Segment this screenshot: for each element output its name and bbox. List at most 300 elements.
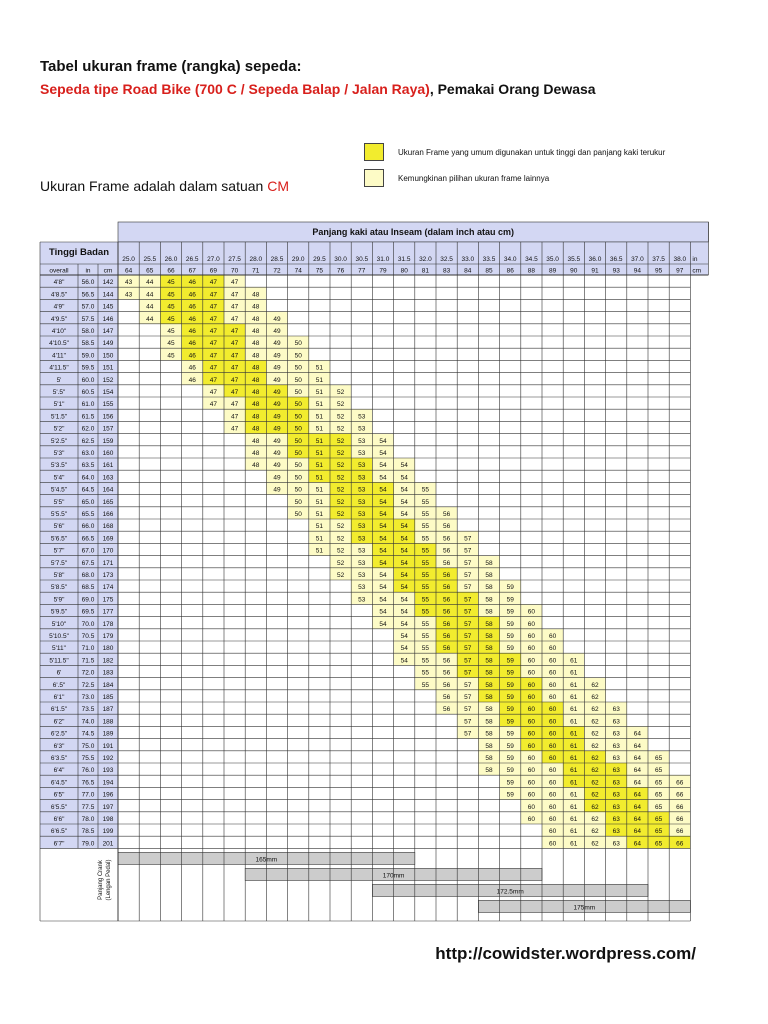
- inseam-in-28.5: 28.5: [270, 256, 284, 263]
- inseam-in-28.0: 28.0: [249, 256, 263, 263]
- row-height-in: 76.5: [81, 779, 95, 787]
- row-height-cm: 160: [102, 450, 114, 457]
- inseam-cm-67: 67: [188, 267, 196, 275]
- frame-size-value: 47: [230, 376, 239, 384]
- frame-size-value: 47: [230, 328, 239, 335]
- frame-size-value: 61: [570, 779, 578, 787]
- row-height-overall: 5'10.5": [49, 633, 69, 640]
- frame-size-value: 54: [379, 511, 387, 518]
- frame-size-value: 48: [252, 364, 260, 372]
- frame-size-value: 55: [421, 608, 430, 616]
- frame-size-value: 44: [146, 291, 154, 299]
- frame-size-value: 57: [464, 608, 472, 616]
- frame-size-value: 51: [315, 437, 324, 445]
- frame-size-value: 61: [570, 681, 578, 689]
- inseam-cm-70: 70: [230, 267, 239, 275]
- inseam-in-37.0: 37.0: [631, 256, 644, 263]
- frame-size-value: 63: [612, 706, 620, 714]
- frame-size-value: 46: [188, 279, 196, 287]
- frame-size-value: 49: [273, 474, 281, 482]
- frame-size-value: 53: [358, 474, 366, 482]
- frame-size-value: 49: [273, 352, 281, 360]
- inseam-cm-76: 76: [336, 267, 345, 275]
- row-height-in: 66.5: [81, 535, 95, 543]
- frame-size-value: 53: [358, 596, 366, 604]
- frame-size-value: 52: [336, 413, 345, 421]
- row-height-in: 62.0: [81, 425, 95, 433]
- frame-size-value: 47: [230, 291, 239, 299]
- frame-size-value: 53: [358, 437, 366, 445]
- frame-size-value: 59: [506, 657, 514, 665]
- row-height-overall: 4'10.5": [49, 340, 69, 348]
- frame-size-value: 57: [464, 620, 472, 628]
- crank-label: Panjang Crank: [98, 860, 104, 900]
- frame-size-value: 54: [400, 620, 408, 628]
- frame-size-value: 61: [570, 694, 578, 701]
- frame-size-value: 62: [591, 681, 599, 689]
- row-height-in: 66.0: [81, 523, 95, 531]
- subheader-overall: overall: [49, 267, 69, 275]
- frame-size-value: 66: [676, 779, 684, 787]
- row-height-overall: 6'6": [53, 816, 65, 823]
- frame-size-value: 48: [252, 401, 260, 409]
- frame-size-value: 46: [188, 364, 196, 372]
- row-height-overall: 5'2.5": [50, 437, 68, 445]
- row-height-cm: 189: [102, 730, 114, 738]
- frame-size-value: 49: [273, 413, 281, 421]
- row-height-cm: 184: [102, 681, 114, 689]
- frame-size-value: 61: [570, 718, 578, 726]
- inseam-cm-64: 64: [124, 267, 133, 275]
- frame-size-value: 56: [442, 694, 451, 701]
- inseam-cm-89: 89: [548, 267, 557, 275]
- frame-size-value: 50: [294, 364, 302, 372]
- frame-size-value: 54: [379, 535, 387, 543]
- frame-size-value: 47: [209, 389, 218, 396]
- frame-size-value: 51: [315, 474, 324, 482]
- frame-size-value: 54: [379, 462, 387, 470]
- frame-size-value: 60: [527, 779, 536, 787]
- frame-size-value: 63: [612, 828, 620, 836]
- frame-size-value: 51: [315, 462, 324, 470]
- inseam-in-25.0: 25.0: [122, 256, 135, 263]
- subheader-cm: cm: [103, 267, 113, 275]
- row-height-cm: 147: [102, 328, 114, 335]
- frame-size-value: 44: [146, 279, 154, 287]
- frame-size-value: 52: [336, 559, 345, 567]
- frame-size-value: 58: [485, 718, 493, 726]
- frame-size-value: 56: [442, 633, 451, 640]
- frame-size-value: 60: [548, 730, 557, 738]
- frame-size-value: 48: [252, 328, 260, 335]
- frame-size-value: 48: [252, 291, 260, 299]
- frame-size-value: 54: [379, 547, 387, 555]
- frame-size-value: 54: [379, 450, 387, 457]
- row-height-cm: 150: [102, 352, 114, 360]
- frame-size-value: 51: [315, 389, 324, 396]
- frame-size-value: 49: [273, 315, 281, 323]
- row-height-cm: 145: [102, 303, 114, 311]
- frame-size-value: 58: [485, 730, 493, 738]
- frame-size-value: 54: [400, 523, 408, 531]
- inseam-in-26.0: 26.0: [164, 256, 178, 263]
- frame-size-value: 48: [252, 352, 260, 360]
- row-height-cm: 192: [102, 755, 114, 762]
- row-height-in: 79.0: [81, 840, 95, 848]
- frame-size-value: 47: [230, 364, 239, 372]
- frame-size-value: 55: [421, 681, 430, 689]
- row-height-cm: 182: [102, 657, 114, 665]
- frame-size-value: 50: [294, 425, 302, 433]
- frame-size-value: 46: [188, 328, 196, 335]
- frame-size-value: 50: [294, 401, 302, 409]
- frame-size-value: 54: [379, 498, 387, 506]
- frame-size-value: 52: [336, 511, 345, 518]
- row-height-overall: 5'1": [53, 401, 65, 409]
- frame-size-value: 55: [421, 633, 430, 640]
- frame-size-value: 49: [273, 425, 281, 433]
- frame-size-value: 49: [273, 376, 281, 384]
- frame-size-value: 52: [336, 572, 345, 579]
- frame-size-value: 66: [676, 828, 684, 836]
- inseam-in-35.0: 35.0: [546, 256, 559, 263]
- frame-size-value: 64: [633, 779, 642, 787]
- frame-size-value: 62: [591, 840, 599, 848]
- frame-size-value: 56: [442, 547, 451, 555]
- frame-size-value: 53: [358, 547, 366, 555]
- frame-size-value: 58: [485, 645, 493, 653]
- inseam-cm-95: 95: [654, 267, 663, 275]
- unit-note-unit: CM: [267, 178, 290, 194]
- frame-size-value: 52: [336, 547, 345, 555]
- frame-size-value: 63: [612, 803, 620, 811]
- frame-size-value: 60: [527, 816, 536, 823]
- frame-size-value: 64: [633, 840, 642, 848]
- frame-size-value: 61: [570, 803, 578, 811]
- inseam-in-30.5: 30.5: [355, 256, 369, 263]
- frame-size-value: 45: [167, 340, 175, 348]
- frame-size-value: 56: [442, 608, 451, 616]
- frame-size-value: 51: [315, 535, 324, 543]
- inseam-cm-83: 83: [442, 267, 451, 275]
- subtitle-bike-type: Sepeda tipe Road Bike (700 C / Sepeda Balap / Jalan Raya): [40, 81, 430, 97]
- frame-size-value: 60: [548, 828, 557, 836]
- row-height-cm: 146: [102, 315, 114, 323]
- row-height-overall: 4'11": [52, 352, 66, 360]
- frame-size-value: 62: [591, 755, 599, 762]
- row-height-in: 76.0: [81, 767, 95, 775]
- frame-size-value: 50: [294, 352, 302, 360]
- frame-size-value: 50: [294, 437, 302, 445]
- frame-size-value: 47: [230, 425, 239, 433]
- row-height-cm: 197: [102, 803, 114, 811]
- frame-size-value: 49: [273, 437, 281, 445]
- frame-size-value: 47: [209, 401, 218, 409]
- blog-url[interactable]: http://cowidster.wordpress.com/: [435, 944, 696, 963]
- row-height-in: 74.0: [81, 718, 95, 726]
- row-height-overall: 5'11.5": [49, 657, 69, 665]
- frame-size-value: 47: [209, 291, 218, 299]
- frame-size-value: 64: [633, 791, 642, 799]
- frame-size-value: 57: [464, 596, 472, 604]
- frame-size-value: 56: [442, 669, 451, 677]
- row-height-overall: 4'9": [53, 303, 65, 311]
- frame-size-value: 54: [400, 657, 408, 665]
- inseam-cm-97: 97: [676, 267, 684, 275]
- frame-size-value: 58: [485, 681, 493, 689]
- frame-size-value: 64: [633, 828, 642, 836]
- frame-size-value: 53: [358, 486, 366, 494]
- frame-size-value: 45: [167, 315, 175, 323]
- frame-size-value: 58: [485, 767, 493, 775]
- frame-size-value: 62: [591, 706, 599, 714]
- frame-size-value: 54: [400, 498, 408, 506]
- row-height-overall: 5'2": [53, 425, 65, 433]
- inseam-cm-85: 85: [485, 267, 493, 275]
- frame-size-value: 64: [633, 742, 642, 750]
- row-height-in: 78.5: [81, 828, 95, 836]
- row-height-overall: 4'9.5": [50, 315, 68, 323]
- frame-size-value: 54: [379, 559, 387, 567]
- row-height-cm: 194: [102, 779, 114, 787]
- row-height-cm: 173: [102, 572, 114, 579]
- frame-size-value: 52: [336, 401, 345, 409]
- frame-size-value: 60: [527, 669, 536, 677]
- frame-size-value: 46: [188, 376, 196, 384]
- row-height-in: 61.5: [81, 413, 95, 421]
- frame-size-value: 53: [358, 425, 366, 433]
- frame-size-value: 60: [548, 742, 557, 750]
- row-height-cm: 168: [102, 523, 114, 531]
- frame-size-value: 48: [252, 389, 260, 396]
- frame-size-value: 45: [167, 279, 175, 287]
- row-height-overall: 6'1": [53, 694, 65, 701]
- frame-size-value: 54: [379, 572, 387, 579]
- crank-label-sub: (Lengan Pedal): [106, 859, 112, 901]
- crank-bar-label: 172.5mm: [496, 888, 524, 896]
- row-height-overall: 5'3": [53, 450, 65, 457]
- frame-size-value: 57: [464, 584, 472, 592]
- frame-size-value: 59: [506, 706, 514, 714]
- frame-size-value: 47: [209, 328, 218, 335]
- frame-size-value: 58: [485, 572, 493, 579]
- frame-size-value: 63: [612, 755, 620, 762]
- frame-size-value: 47: [209, 376, 218, 384]
- frame-size-value: 52: [336, 474, 345, 482]
- frame-size-value: 65: [654, 816, 663, 823]
- frame-size-value: 54: [400, 474, 408, 482]
- inseam-in-32.5: 32.5: [440, 256, 453, 263]
- frame-size-value: 45: [167, 291, 175, 299]
- crank-bar-label: 170mm: [382, 872, 405, 880]
- row-height-in: 64.5: [81, 486, 95, 494]
- inseam-in-33.5: 33.5: [482, 256, 496, 263]
- frame-size-value: 61: [570, 840, 578, 848]
- row-height-cm: 151: [102, 364, 114, 372]
- frame-size-value: 56: [442, 572, 451, 579]
- legend-label-alternative: Kemungkinan pilihan ukuran frame lainnya: [398, 174, 550, 183]
- frame-size-value: 47: [230, 401, 239, 409]
- frame-size-value: 62: [591, 718, 599, 726]
- inseam-cm-81: 81: [421, 267, 430, 275]
- frame-size-value: 66: [676, 840, 684, 848]
- row-height-cm: 166: [102, 511, 114, 518]
- frame-size-value: 63: [612, 742, 620, 750]
- frame-size-value: 58: [485, 584, 493, 592]
- frame-size-value: 57: [464, 681, 472, 689]
- frame-size-value: 50: [294, 462, 302, 470]
- frame-size-value: 47: [209, 315, 218, 323]
- frame-size-value: 64: [633, 755, 642, 762]
- inseam-in-31.5: 31.5: [397, 256, 411, 263]
- frame-size-value: 53: [358, 584, 366, 592]
- frame-size-value: 65: [654, 779, 663, 787]
- frame-size-value: 59: [506, 767, 514, 775]
- row-height-in: 63.0: [81, 450, 95, 457]
- row-height-cm: 196: [102, 791, 114, 799]
- frame-size-value: 55: [421, 669, 430, 677]
- frame-size-value: 60: [527, 620, 536, 628]
- frame-size-value: 60: [548, 694, 557, 701]
- frame-size-value: 60: [548, 755, 557, 762]
- row-height-in: 68.0: [81, 572, 95, 579]
- frame-size-value: 53: [358, 462, 366, 470]
- frame-size-value: 51: [315, 413, 324, 421]
- page-title: Tabel ukuran frame (rangka) sepeda:: [40, 58, 302, 75]
- frame-size-value: 66: [676, 791, 684, 799]
- frame-size-value: 54: [379, 608, 387, 616]
- frame-size-value: 52: [336, 486, 345, 494]
- frame-size-value: 53: [358, 535, 366, 543]
- row-height-overall: 6'3.5": [50, 755, 68, 762]
- frame-size-value: 53: [358, 498, 366, 506]
- frame-size-value: 59: [506, 742, 514, 750]
- frame-size-value: 63: [612, 767, 620, 775]
- row-height-cm: 163: [102, 474, 114, 482]
- crank-bar-label: 175mm: [573, 904, 596, 912]
- frame-size-value: 64: [633, 803, 642, 811]
- row-height-overall: 6'6.5": [50, 828, 68, 836]
- frame-size-value: 57: [464, 645, 472, 653]
- frame-size-value: 60: [548, 840, 557, 848]
- frame-size-value: 54: [379, 474, 387, 482]
- frame-size-value: 55: [421, 498, 430, 506]
- frame-size-value: 46: [188, 352, 196, 360]
- row-height-overall: 6'3": [53, 742, 65, 750]
- frame-size-value: 65: [654, 828, 663, 836]
- frame-size-value: 61: [570, 706, 578, 714]
- frame-size-value: 55: [421, 584, 430, 592]
- frame-size-value: 47: [230, 340, 239, 348]
- frame-size-value: 47: [230, 352, 239, 360]
- frame-size-value: 60: [527, 681, 536, 689]
- inseam-in-31.0: 31.0: [376, 256, 390, 263]
- inseam-cm-66: 66: [167, 267, 175, 275]
- row-height-in: 69.5: [81, 608, 95, 616]
- row-height-in: 58.5: [81, 340, 95, 348]
- row-height-cm: 170: [102, 547, 114, 555]
- frame-size-value: 55: [421, 657, 430, 665]
- frame-size-value: 54: [379, 437, 387, 445]
- frame-size-value: 52: [336, 523, 345, 531]
- row-height-in: 75.5: [81, 755, 95, 762]
- frame-size-value: 47: [230, 315, 239, 323]
- inseam-cm-94: 94: [633, 267, 642, 275]
- frame-size-value: 60: [527, 694, 536, 701]
- frame-size-value: 55: [421, 620, 430, 628]
- frame-size-value: 60: [527, 706, 536, 714]
- frame-size-value: 60: [527, 755, 536, 762]
- frame-size-value: 50: [294, 376, 302, 384]
- frame-size-value: 56: [442, 523, 451, 531]
- frame-size-value: 60: [548, 767, 557, 775]
- frame-size-value: 44: [146, 303, 154, 311]
- frame-size-value: 54: [379, 596, 387, 604]
- row-height-cm: 185: [102, 694, 114, 701]
- frame-size-value: 50: [294, 340, 302, 348]
- frame-size-value: 45: [167, 352, 175, 360]
- inseam-cm-90: 90: [570, 267, 578, 275]
- frame-size-value: 62: [591, 742, 599, 750]
- frame-size-value: 47: [230, 279, 239, 287]
- row-height-in: 63.5: [81, 462, 95, 470]
- frame-size-value: 56: [442, 620, 451, 628]
- frame-size-value: 55: [421, 572, 430, 579]
- inseam-cm-65: 65: [146, 267, 154, 275]
- frame-size-value: 58: [485, 755, 493, 762]
- frame-size-value: 57: [464, 547, 472, 555]
- frame-size-value: 53: [358, 413, 366, 421]
- row-height-in: 67.5: [81, 559, 95, 567]
- frame-size-value: 48: [252, 450, 260, 457]
- row-height-cm: 155: [102, 401, 114, 409]
- frame-size-value: 54: [379, 523, 387, 531]
- unit-note-text: Ukuran Frame adalah dalam satuan: [40, 178, 268, 194]
- row-height-overall: 5'1.5": [50, 413, 68, 421]
- row-height-in: 60.0: [81, 376, 95, 384]
- row-height-in: 64.0: [81, 474, 95, 482]
- row-height-in: 78.0: [81, 816, 95, 823]
- frame-size-value: 51: [315, 511, 324, 518]
- frame-size-value: 44: [146, 315, 154, 323]
- frame-size-value: 57: [464, 657, 472, 665]
- frame-size-value: 56: [442, 535, 451, 543]
- row-height-overall: 6'4.5": [50, 779, 68, 787]
- row-height-in: 68.5: [81, 584, 95, 592]
- frame-size-value: 52: [336, 498, 345, 506]
- frame-size-value: 51: [315, 401, 324, 409]
- row-height-cm: 142: [102, 279, 114, 287]
- row-height-overall: 6'5.5": [50, 803, 68, 811]
- frame-size-value: 59: [506, 584, 514, 592]
- inseam-cm-77: 77: [358, 267, 366, 275]
- frame-size-value: 46: [188, 315, 196, 323]
- frame-size-value: 60: [527, 730, 536, 738]
- inseam-cm-79: 79: [379, 267, 387, 275]
- frame-size-value: 54: [400, 547, 408, 555]
- inseam-in-34.0: 34.0: [503, 256, 517, 263]
- row-height-overall: 5'9": [53, 596, 65, 604]
- row-height-cm: 159: [102, 437, 114, 445]
- inseam-in-38.0: 38.0: [673, 256, 687, 263]
- frame-size-value: 60: [527, 742, 536, 750]
- row-height-cm: 175: [102, 596, 114, 604]
- frame-size-value: 56: [442, 645, 451, 653]
- frame-size-value: 59: [506, 730, 514, 738]
- frame-size-value: 60: [548, 779, 557, 787]
- frame-size-value: 56: [442, 559, 451, 567]
- frame-size-value: 60: [527, 657, 536, 665]
